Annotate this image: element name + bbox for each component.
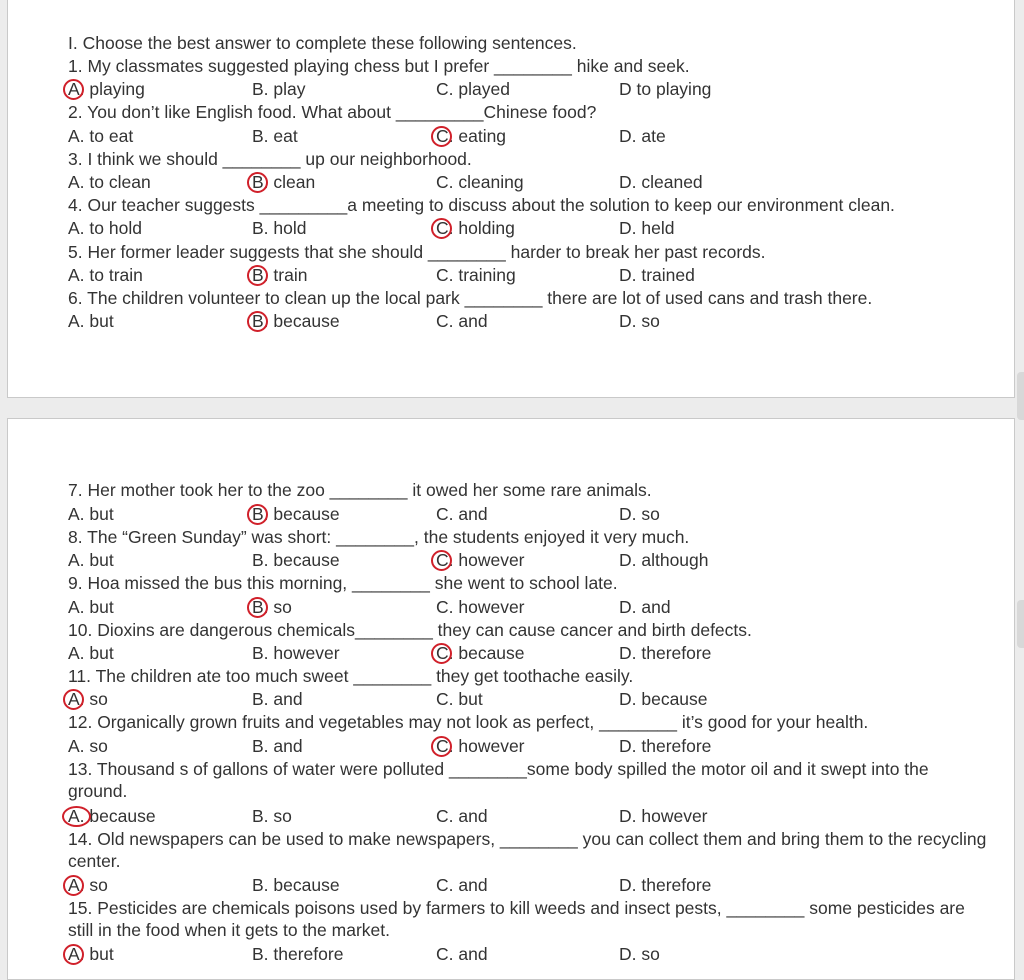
section-title: I. Choose the best answer to complete these following sentences. (68, 33, 577, 53)
option-7a: A. but (68, 504, 114, 524)
option-10c: C. because (436, 642, 525, 664)
option-9d: D. and (619, 597, 671, 617)
option-1b: B. play (252, 79, 306, 99)
option-14d: D. therefore (619, 875, 712, 895)
option-5d: D. trained (619, 265, 695, 285)
option-3c: C. cleaning (436, 172, 524, 192)
option-15d: D. so (619, 944, 660, 964)
answer-circle (63, 875, 84, 896)
answer-circle (247, 172, 268, 193)
answer-circle (247, 504, 268, 525)
question-13: 13. Thousand s of gallons of water were polluted ________some body spilled the motor oil and it swept into the ground. (68, 759, 929, 801)
option-1c: C. played (436, 79, 510, 99)
option-4b: B. hold (252, 218, 307, 238)
option-12c: C. however (436, 735, 525, 757)
option-11a: A. so (68, 688, 108, 710)
answer-circle (247, 597, 268, 618)
option-3d: D. cleaned (619, 172, 703, 192)
question-11: 11. The children ate too much sweet ________ they get toothache easily. (68, 666, 634, 686)
answer-circle (247, 311, 268, 332)
option-12a: A. so (68, 736, 108, 756)
option-4a: A. to hold (68, 218, 142, 238)
option-5a: A. to train (68, 265, 143, 285)
worksheet-page-1 (7, 0, 1015, 398)
option-7d: D. so (619, 504, 660, 524)
option-14a: A. so (68, 874, 108, 896)
answer-circle (63, 689, 84, 710)
option-10d: D. therefore (619, 643, 712, 663)
option-11c: C. but (436, 689, 483, 709)
question-4: 4. Our teacher suggests _________a meeting to discuss about the solution to keep our environment clean. (68, 195, 895, 215)
option-2a: A. to eat (68, 126, 134, 146)
option-5c: C. training (436, 265, 516, 285)
option-14b: B. because (252, 875, 340, 895)
answer-circle (431, 218, 452, 239)
option-13d: D. however (619, 806, 708, 826)
answer-circle (431, 643, 452, 664)
option-2b: B. eat (252, 126, 298, 146)
option-13c: C. and (436, 806, 488, 826)
option-3b: B. clean (252, 171, 315, 193)
question-15: 15. Pesticides are chemicals poisons used by farmers to kill weeds and insect pests, ________ some pesticides are still in the food when it gets to the market. (68, 898, 965, 940)
question-14: 14. Old newspapers can be used to make newspapers, ________ you can collect them and bring them to the recycling center. (68, 829, 987, 871)
question-1: 1. My classmates suggested playing chess but I prefer ________ hike and seek. (68, 56, 690, 76)
option-11b: B. and (252, 689, 303, 709)
option-1d: D to playing (619, 79, 712, 99)
option-9c: C. however (436, 597, 525, 617)
option-13b: B. so (252, 806, 292, 826)
option-9b: B. so (252, 596, 292, 618)
option-9a: A. but (68, 597, 114, 617)
option-15a: A. but (68, 943, 114, 965)
answer-circle (431, 550, 452, 571)
answer-circle (63, 944, 84, 965)
option-7b: B. because (252, 503, 340, 525)
question-5: 5. Her former leader suggests that she should ________ harder to break her past records. (68, 242, 766, 262)
option-1a: A. playing (68, 78, 145, 100)
option-12b: B. and (252, 736, 303, 756)
answer-circle (247, 265, 268, 286)
option-6b: B. because (252, 310, 340, 332)
answer-circle (63, 79, 84, 100)
scrollbar-thumb-lower[interactable] (1017, 600, 1024, 648)
option-10b: B. however (252, 643, 340, 663)
option-8d: D. although (619, 550, 709, 570)
option-13a: A. because (68, 805, 156, 827)
option-6d: D. so (619, 311, 660, 331)
option-4c: C. holding (436, 217, 515, 239)
option-3a: A. to clean (68, 172, 151, 192)
worksheet-page-2 (7, 418, 1015, 980)
option-15c: C. and (436, 944, 488, 964)
scrollbar-thumb[interactable] (1017, 372, 1024, 420)
question-9: 9. Hoa missed the bus this morning, ________ she went to school late. (68, 573, 618, 593)
answer-circle (431, 126, 452, 147)
question-8: 8. The “Green Sunday” was short: ________, the students enjoyed it very much. (68, 527, 690, 547)
option-2d: D. ate (619, 126, 666, 146)
answer-circle (62, 806, 91, 827)
option-14c: C. and (436, 875, 488, 895)
option-6a: A. but (68, 311, 114, 331)
option-8b: B. because (252, 550, 340, 570)
option-4d: D. held (619, 218, 675, 238)
answer-circle (431, 736, 452, 757)
option-8c: C. however (436, 549, 525, 571)
question-3: 3. I think we should ________ up our neighborhood. (68, 149, 472, 169)
option-10a: A. but (68, 643, 114, 663)
option-2c: C. eating (436, 125, 506, 147)
option-7c: C. and (436, 504, 488, 524)
option-12d: D. therefore (619, 736, 712, 756)
question-7: 7. Her mother took her to the zoo ________ it owed her some rare animals. (68, 480, 652, 500)
option-5b: B. train (252, 264, 307, 286)
option-8a: A. but (68, 550, 114, 570)
question-12: 12. Organically grown fruits and vegetables may not look as perfect, ________ it’s good for your health. (68, 712, 869, 732)
option-6c: C. and (436, 311, 488, 331)
question-2: 2. You don’t like English food. What about _________Chinese food? (68, 102, 597, 122)
question-6: 6. The children volunteer to clean up the local park ________ there are lot of used cans and trash there. (68, 288, 873, 308)
option-15b: B. therefore (252, 944, 344, 964)
option-11d: D. because (619, 689, 708, 709)
question-10: 10. Dioxins are dangerous chemicals________ they can cause cancer and birth defects. (68, 620, 752, 640)
